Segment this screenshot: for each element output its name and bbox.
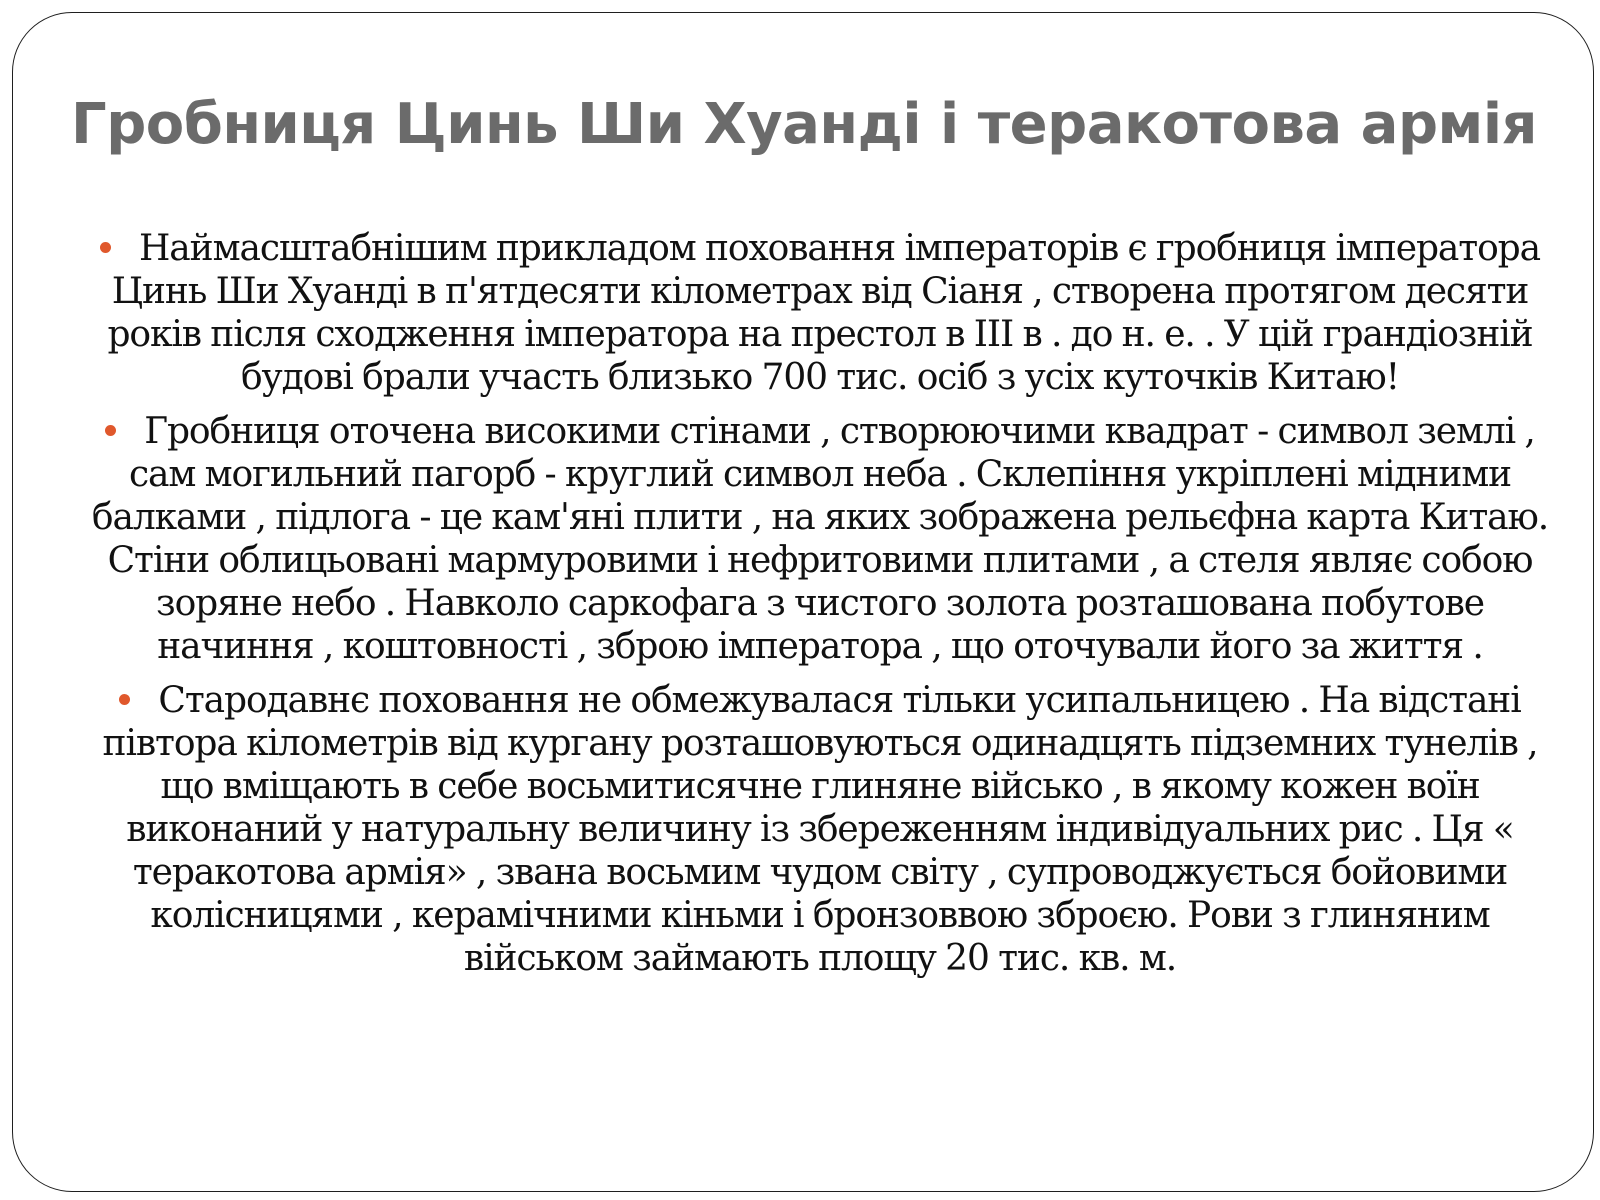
bullet-dot-icon	[105, 425, 116, 436]
bullet-item-3	[79, 679, 1561, 980]
bullet-text-1: Наймасштабнішим прикладом поховання імператорів є гробниця імператора Цинь Ши Хуанді в п'ятдесяти кілометрах від Сіаня , створена протягом десяти років після сходження імператора на престол в III в . до н. е. . У цій грандіозній будові брали участь близько 700 тис. осіб з усіх куточків Китаю!	[107, 228, 1540, 398]
bullet-item-1	[79, 227, 1561, 399]
slide-content	[79, 227, 1561, 991]
slide-frame	[12, 12, 1594, 1192]
slide-title: Гробниця Цинь Ши Хуанді і теракотова армія	[71, 92, 1537, 157]
bullet-text-3: Стародавнє поховання не обмежувалася тільки усипальницею . На відстані півтора кілометрів від кургану розташовуються одинадцять підземних тунелів , що вміщають в себе восьмитисячне глиняне військо , в якому кожен воїн виконаний у натуральну величину із збереженням індивідуальних рис . Ця « теракотова армія» , звана восьмим чудом світу , супроводжується бойовими колісницями , керамічними кіньми і бронзоввою зброєю. Рови з глиняним військом займають площу 20 тис. кв. м.	[102, 680, 1538, 979]
bullet-text-2: Гробниця оточена високими стінами , створюючими квадрат - символ землі , сам могильний пагорб - круглий символ неба . Склепіння укріплені мідними балками , підлога - це кам'яні плити , на яких зображена рельєфна карта Китаю. Стіни облицьовані мармуровими і нефритовими плитами , а стеля являє собою зоряне небо . Навколо саркофага з чистого золота розташована побутове начиння , коштовності , зброю імператора , що оточували його за життя .	[91, 411, 1549, 667]
bullet-dot-icon	[119, 694, 130, 705]
bullet-item-2	[79, 410, 1561, 668]
bullet-dot-icon	[100, 242, 111, 253]
